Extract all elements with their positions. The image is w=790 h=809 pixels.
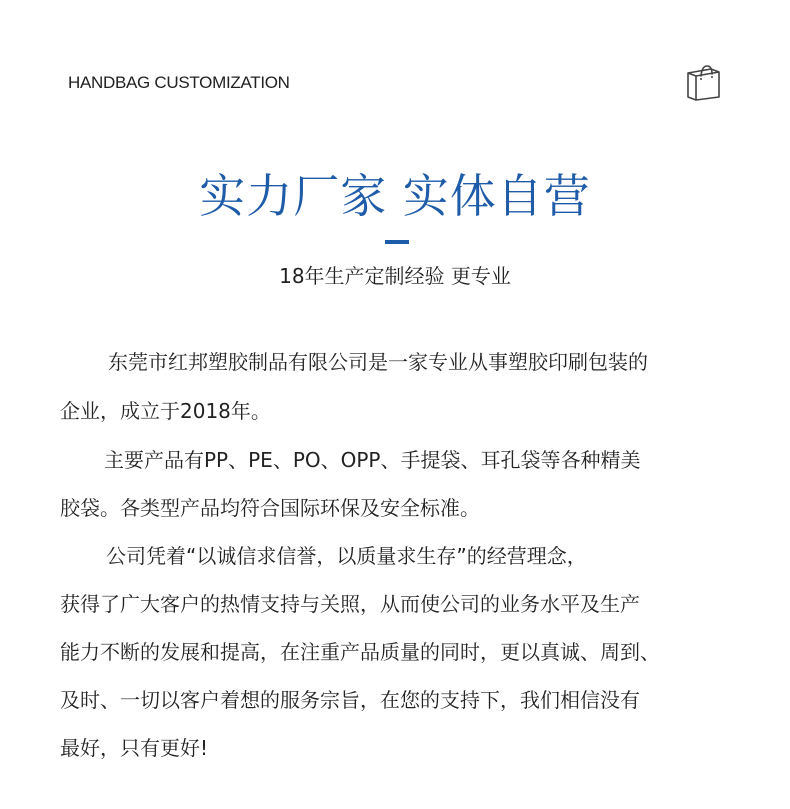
philosophy-line-5: 最好，只有更好! <box>60 736 209 760</box>
products-line-1: 主要产品有PP、PE、PO、OPP、手提袋、耳孔袋等各种精美 <box>104 448 641 472</box>
philosophy-line-3: 能力不断的发展和提高，在注重产品质量的同时，更以真诚、周到、 <box>60 640 660 664</box>
philosophy-line-1: 公司凭着“以诚信求信誉，以质量求生存”的经营理念， <box>106 544 587 568</box>
philosophy-line-2: 获得了广大客户的热情支持与关照，从而使公司的业务水平及生产 <box>60 592 640 616</box>
intro-line-2: 企业，成立于2018年。 <box>60 399 271 423</box>
page-subtitle: 18年生产定制经验 更专业 <box>279 264 511 288</box>
header-label: HANDBAG CUSTOMIZATION <box>68 73 290 92</box>
page-title: 实力厂家 实体自营 <box>199 169 591 223</box>
philosophy-line-4: 及时、一切以客户着想的服务宗旨，在您的支持下，我们相信没有 <box>60 688 640 712</box>
shopping-bag-icon <box>684 62 724 102</box>
intro-line-1: 东莞市红邦塑胶制品有限公司是一家专业从事塑胶印刷包装的 <box>108 350 648 374</box>
title-divider <box>385 240 409 244</box>
products-line-2: 胶袋。各类型产品均符合国际环保及安全标准。 <box>60 496 480 520</box>
